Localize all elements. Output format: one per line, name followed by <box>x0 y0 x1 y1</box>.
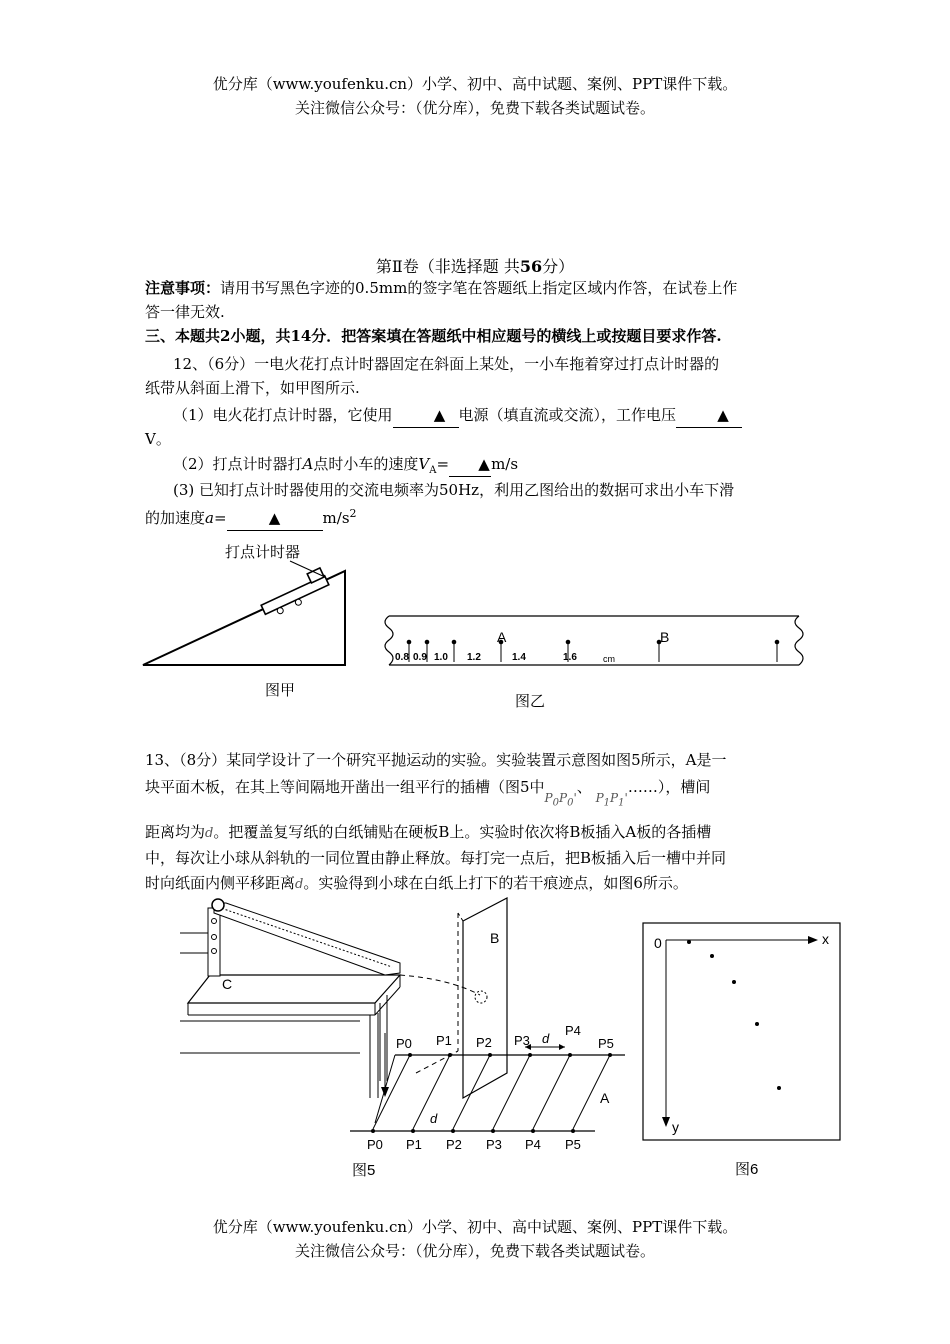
slot-label-top: P4 <box>565 1023 581 1038</box>
velocity-symbol: V <box>418 455 430 473</box>
fig-yi-caption: 图乙 <box>515 693 546 710</box>
notice-line-1 <box>145 276 810 300</box>
paper-frame <box>643 923 840 1140</box>
page-header-line-1: 优分库（www.youfenku.cn）小学、初中、高中试题、案例、PPT课件下载。 <box>212 75 738 93</box>
point-a-label: A <box>302 455 314 473</box>
equals-sign-2: = <box>213 509 227 527</box>
slot-label-top: P1 <box>436 1033 452 1048</box>
notice-line-2: 答一律无效. <box>145 303 225 321</box>
spacing-label: d <box>542 1031 550 1046</box>
section-title-suffix: 分） <box>542 257 575 276</box>
q12-part-1 <box>145 403 810 428</box>
answer-blank-acceleration[interactable]: ▲ <box>227 506 323 531</box>
slot-p1-symbol: P1P1' <box>591 791 628 809</box>
slot-label-top: P2 <box>476 1035 492 1050</box>
q13-l3-text-a: 距离均为 <box>145 823 206 841</box>
q12-p1-text-b: 电源（填直流或交流），工作电压 <box>458 406 677 424</box>
distance-d-symbol-2: d <box>295 877 304 892</box>
q12-intro-1: 12、（6分）一电火花打点计时器固定在斜面上某处，一小车拖着穿过打点计时器的 <box>173 355 720 373</box>
answer-blank-current-type[interactable]: ▲ <box>393 403 459 428</box>
section-title-prefix: 第Ⅱ卷（非选择题 共 <box>375 257 520 276</box>
tape-dots <box>407 640 780 662</box>
stand-label-c: C <box>222 976 233 992</box>
unit-superscript: 2 <box>349 507 357 520</box>
fig-jia-caption: 图甲 <box>265 682 296 699</box>
part-three-heading: 三、本题共2小题，共14分．把答案填在答题纸中相应题号的横线上或按题目要求作答. <box>145 327 722 345</box>
slot-label-bottom: P2 <box>446 1137 462 1152</box>
q12-part-3-line-2 <box>145 502 810 531</box>
q13-l5-text-a: 时向纸面内侧平移距离 <box>145 874 296 892</box>
q13-l5-text-b: 。实验得到小球在白纸上打下的若干痕迹点，如图6所示。 <box>303 874 688 892</box>
timer-label: 打点计时器 <box>225 544 301 561</box>
notice-text: 请用书写黑色字迹的0.5mm的签字笔在答题纸上指定区域内作答，在试卷上作 <box>220 279 738 297</box>
velocity-unit: m/s <box>491 455 519 473</box>
section-title <box>0 254 950 277</box>
y-axis-label: y <box>672 1119 679 1135</box>
table-top <box>188 975 400 1003</box>
trace-points <box>687 940 781 1090</box>
slot-label-bottom: P5 <box>565 1137 581 1152</box>
fig5-caption: 图5 <box>352 1162 376 1179</box>
slot-distance-label: d <box>430 1111 438 1126</box>
q13-l3-text-b: 。把覆盖复写纸的白纸铺贴在硬板B上。实验时依次将B板插入A板的各插槽 <box>213 823 712 841</box>
page-footer-line-1: 优分库（www.youfenku.cn）小学、初中、高中试题、案例、PPT课件下载。 <box>212 1218 738 1236</box>
board-label-b: B <box>490 930 500 946</box>
q12-p3-text-b: 的加速度 <box>145 509 206 527</box>
answer-blank-voltage[interactable]: ▲ <box>676 403 742 428</box>
slot-label-bottom: P1 <box>406 1137 422 1152</box>
q12-p1-text-a: （1）电火花打点计时器，它使用 <box>173 406 393 424</box>
page-header-line-2: 关注微信公众号：（优分库），免费下载各类试题试卷。 <box>294 99 655 117</box>
q13-line-3 <box>145 820 810 846</box>
tape-label: 1.4 <box>512 652 526 663</box>
figure-yi-tape <box>375 612 815 712</box>
ball-shadow-icon <box>475 991 487 1003</box>
tape-point-b: B <box>660 629 670 645</box>
figure-5-apparatus <box>180 893 640 1185</box>
slot-p0-symbol: P0P0' <box>544 791 577 809</box>
inclined-rail <box>214 903 400 975</box>
q12-intro-2: 纸带从斜面上滑下，如甲图所示. <box>145 379 360 397</box>
q13-l2-sep: 、 <box>576 778 592 796</box>
tape-unit: cm <box>603 654 615 664</box>
ball-icon <box>212 899 224 911</box>
x-axis-label: x <box>822 931 829 947</box>
page-footer-line-2: 关注微信公众号：（优分库），免费下载各类试题试卷。 <box>294 1242 655 1260</box>
q12-part-3: (3) 已知打点计时器使用的交流电频率为50Hz，利用乙图给出的数据可求出小车下滑 <box>173 481 735 499</box>
q13-line-1: 13、（8分）某同学设计了一个研究平抛运动的实验。实验装置示意图如图5所示，A是一 <box>145 751 727 769</box>
tape-label: 0.9 <box>413 652 427 663</box>
answer-blank-velocity[interactable]: ▲ <box>449 452 491 477</box>
acceleration-symbol: a <box>205 509 214 527</box>
slot-label-bottom: P3 <box>486 1137 502 1152</box>
velocity-subscript: A <box>429 465 437 476</box>
equals-sign: = <box>436 455 450 473</box>
tape-point-a: A <box>497 629 507 645</box>
q12-p2-text-a: （2）打点计时器打 <box>173 455 303 473</box>
tape-label: 1.0 <box>434 652 448 663</box>
slot-label-top: P3 <box>514 1033 530 1048</box>
distance-d-symbol: d <box>205 826 214 841</box>
q13-line-4: 中，每次让小球从斜轨的一同位置由静止释放。每打完一点后，把B板插入后一槽中并同 <box>145 849 727 867</box>
slot-label-top: P0 <box>396 1036 412 1051</box>
figure-6-trace <box>640 920 850 1182</box>
tape-label: 1.6 <box>563 652 577 663</box>
figure-jia-incline <box>135 535 365 710</box>
acceleration-unit: m/s <box>322 509 350 527</box>
q12-p1-unit: V。 <box>145 430 171 448</box>
q13-l2-text-c: ……），槽间 <box>627 778 711 796</box>
slot-label-bottom: P4 <box>525 1137 541 1152</box>
fig6-caption: 图6 <box>735 1161 759 1178</box>
board-label-a: A <box>600 1090 610 1106</box>
q12-p2-text-b: 点时小车的速度 <box>313 455 419 473</box>
q13-l2-text-a: 块平面木板，在其上等间隔地开凿出一组平行的插槽（图5中 <box>145 778 545 796</box>
slot-lines <box>373 1055 610 1129</box>
section-title-score: 56 <box>519 257 543 276</box>
slot-label-bottom: P0 <box>367 1137 383 1152</box>
q13-line-2 <box>145 775 810 809</box>
tape-label: 0.8 <box>395 652 409 663</box>
slot-label-top: P5 <box>598 1036 614 1051</box>
slot-dots <box>371 1053 612 1133</box>
notice-label: 注意事项： <box>145 279 221 297</box>
tape-label: 1.2 <box>467 652 481 663</box>
origin-label: 0 <box>654 935 662 951</box>
board-b <box>463 898 507 1098</box>
